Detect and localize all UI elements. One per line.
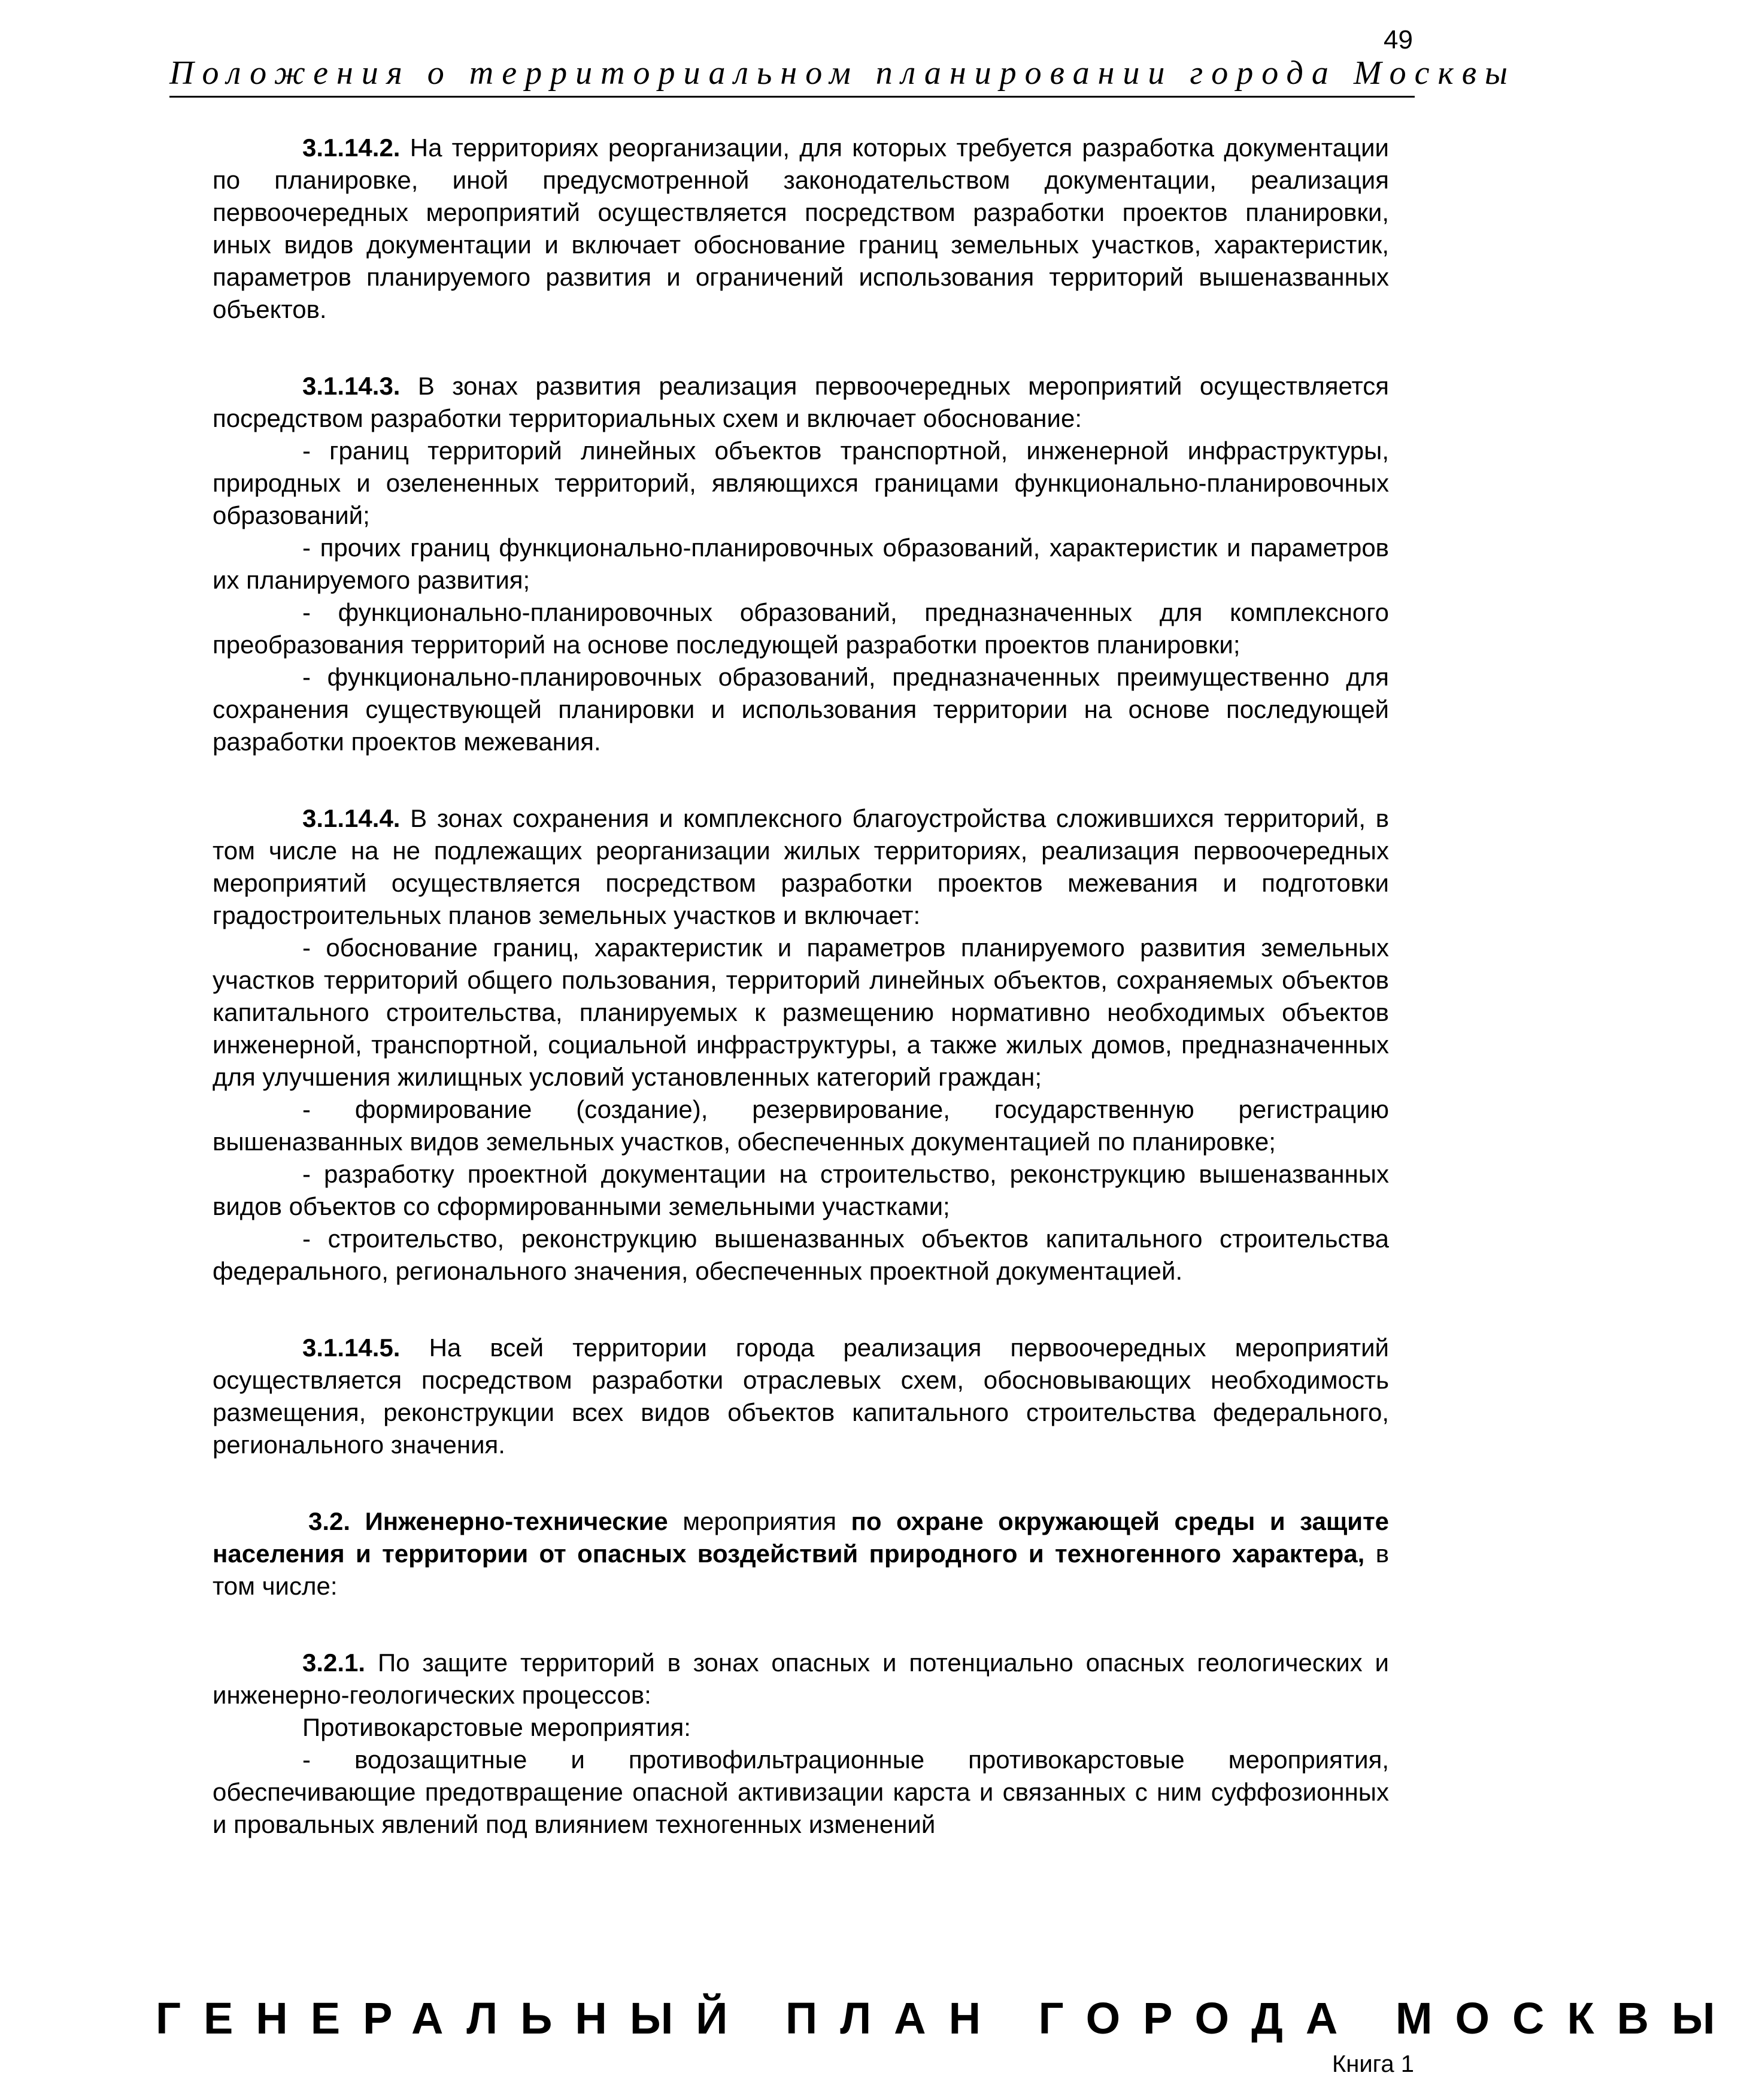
paragraph-text: По защите территорий в зонах опасных и потенциально опасных геологических и инженерно-геологических процессов: (213, 1649, 1389, 1709)
document-body (213, 132, 1389, 1841)
list-item: - прочих границ функционально-планировочных образований, характеристик и параметров их планируемого развития; (213, 534, 1389, 594)
heading-text-part: в том числе: (213, 1540, 1389, 1600)
list-item: - разработку проектной документации на строительство, реконструкцию вышеназванных видов объектов со сформированными земельными участками; (213, 1160, 1389, 1220)
heading-text-part: по охране окружающей среды и защите населения и территории от опасных воздействий природного и техногенного характера, (213, 1507, 1390, 1568)
section-number: 3.1.14.5. (302, 1334, 401, 1362)
paragraph-text: В зонах развития реализация первоочередных мероприятий осуществляется посредством разработки территориальных схем и включает обоснование: (213, 372, 1390, 432)
paragraph-3-2-1 (213, 1647, 1389, 1711)
heading-text-part: Инженерно-технические (365, 1507, 668, 1535)
paragraph-3-1-14-3 (213, 370, 1389, 435)
footer-book-label: Книга 1 (1331, 2051, 1414, 2077)
paragraph-text: В зонах сохранения и комплексного благоустройства сложившихся территорий, в том числе на не подлежащих реорганизации жилых территориях, реализация первоочередных мероприятий осуществляется посредством разработки проектов межевания и подготовки градостроительных планов земельных участков и включает: (213, 804, 1390, 929)
section-number: 3.1.14.2. (302, 134, 401, 162)
list-item: - строительство, реконструкцию вышеназванных объектов капитального строительства федерального, регионального значения, обеспеченных проектной документацией. (213, 1225, 1389, 1285)
section-number: 3.2.1. (302, 1649, 366, 1677)
running-header-title: Положения о территориальном планировании города Москвы (169, 54, 1516, 92)
list-item: - формирование (создание), резервирование, государственную регистрацию вышеназванных видов земельных участков, обеспеченных документацией по планировке; (213, 1095, 1389, 1156)
heading-text-part: мероприятия (683, 1507, 836, 1535)
header-rule (169, 96, 1415, 98)
page-number: 49 (1384, 25, 1413, 54)
section-number: 3.1.14.4. (302, 804, 401, 832)
subheading: Противокарстовые мероприятия: (302, 1713, 691, 1741)
paragraph-3-1-14-4 (213, 802, 1389, 932)
list-item: - водозащитные и противофильтрационные противокарстовые мероприятия, обеспечивающие предотвращение опасной активизации карста и связанных с ним суффозионных и провальных явлений под влиянием техногенных изменений (213, 1746, 1389, 1838)
paragraph-3-1-14-5 (213, 1332, 1389, 1461)
list-item: - границ территорий линейных объектов транспортной, инженерной инфраструктуры, природных и озелененных территорий, являющихся границами функционально-планировочных образований; (213, 437, 1389, 529)
section-heading-3-2 (213, 1505, 1389, 1602)
section-number: 3.1.14.3. (302, 372, 401, 400)
footer-title: ГЕНЕРАЛЬНЫЙ ПЛАН ГОРОДА МОСКВЫ (156, 1993, 1738, 2043)
paragraph-text: На всей территории города реализация первоочередных мероприятий осуществляется посредством разработки отраслевых схем, обосновывающих необходимость размещения, реконструкции всех видов объектов капитального строительства федерального, регионального значения. (213, 1334, 1389, 1459)
section-number: 3.2. (308, 1507, 351, 1535)
paragraph-text: На территориях реорганизации, для которых требуется разработка документации по планировке, иной предусмотренной законодательством документации, реализация первоочередных мероприятий осуществляется посредством разработки проектов планировки, иных видов документации и включает обоснование границ земельных участков, характеристик, параметров планируемого развития и ограничений использования территорий вышеназванных объектов. (213, 134, 1389, 323)
paragraph-3-1-14-2 (213, 132, 1389, 326)
list-item: - функционально-планировочных образований, предназначенных для комплексного преобразования территорий на основе последующей разработки проектов планировки; (213, 598, 1389, 659)
list-item: - функционально-планировочных образований, предназначенных преимущественно для сохранения существующей планировки и использования территории на основе последующей разработки проектов межевания. (213, 663, 1389, 756)
list-item: - обоснование границ, характеристик и параметров планируемого развития земельных участков территорий общего пользования, территорий линейных объектов, сохраняемых объектов капитального строительства, планируемых к размещению нормативно необходимых объектов инженерной, транспортной, социальной инфраструктуры, а также жилых домов, предназначенных для улучшения жилищных условий установленных категорий граждан; (213, 934, 1389, 1091)
